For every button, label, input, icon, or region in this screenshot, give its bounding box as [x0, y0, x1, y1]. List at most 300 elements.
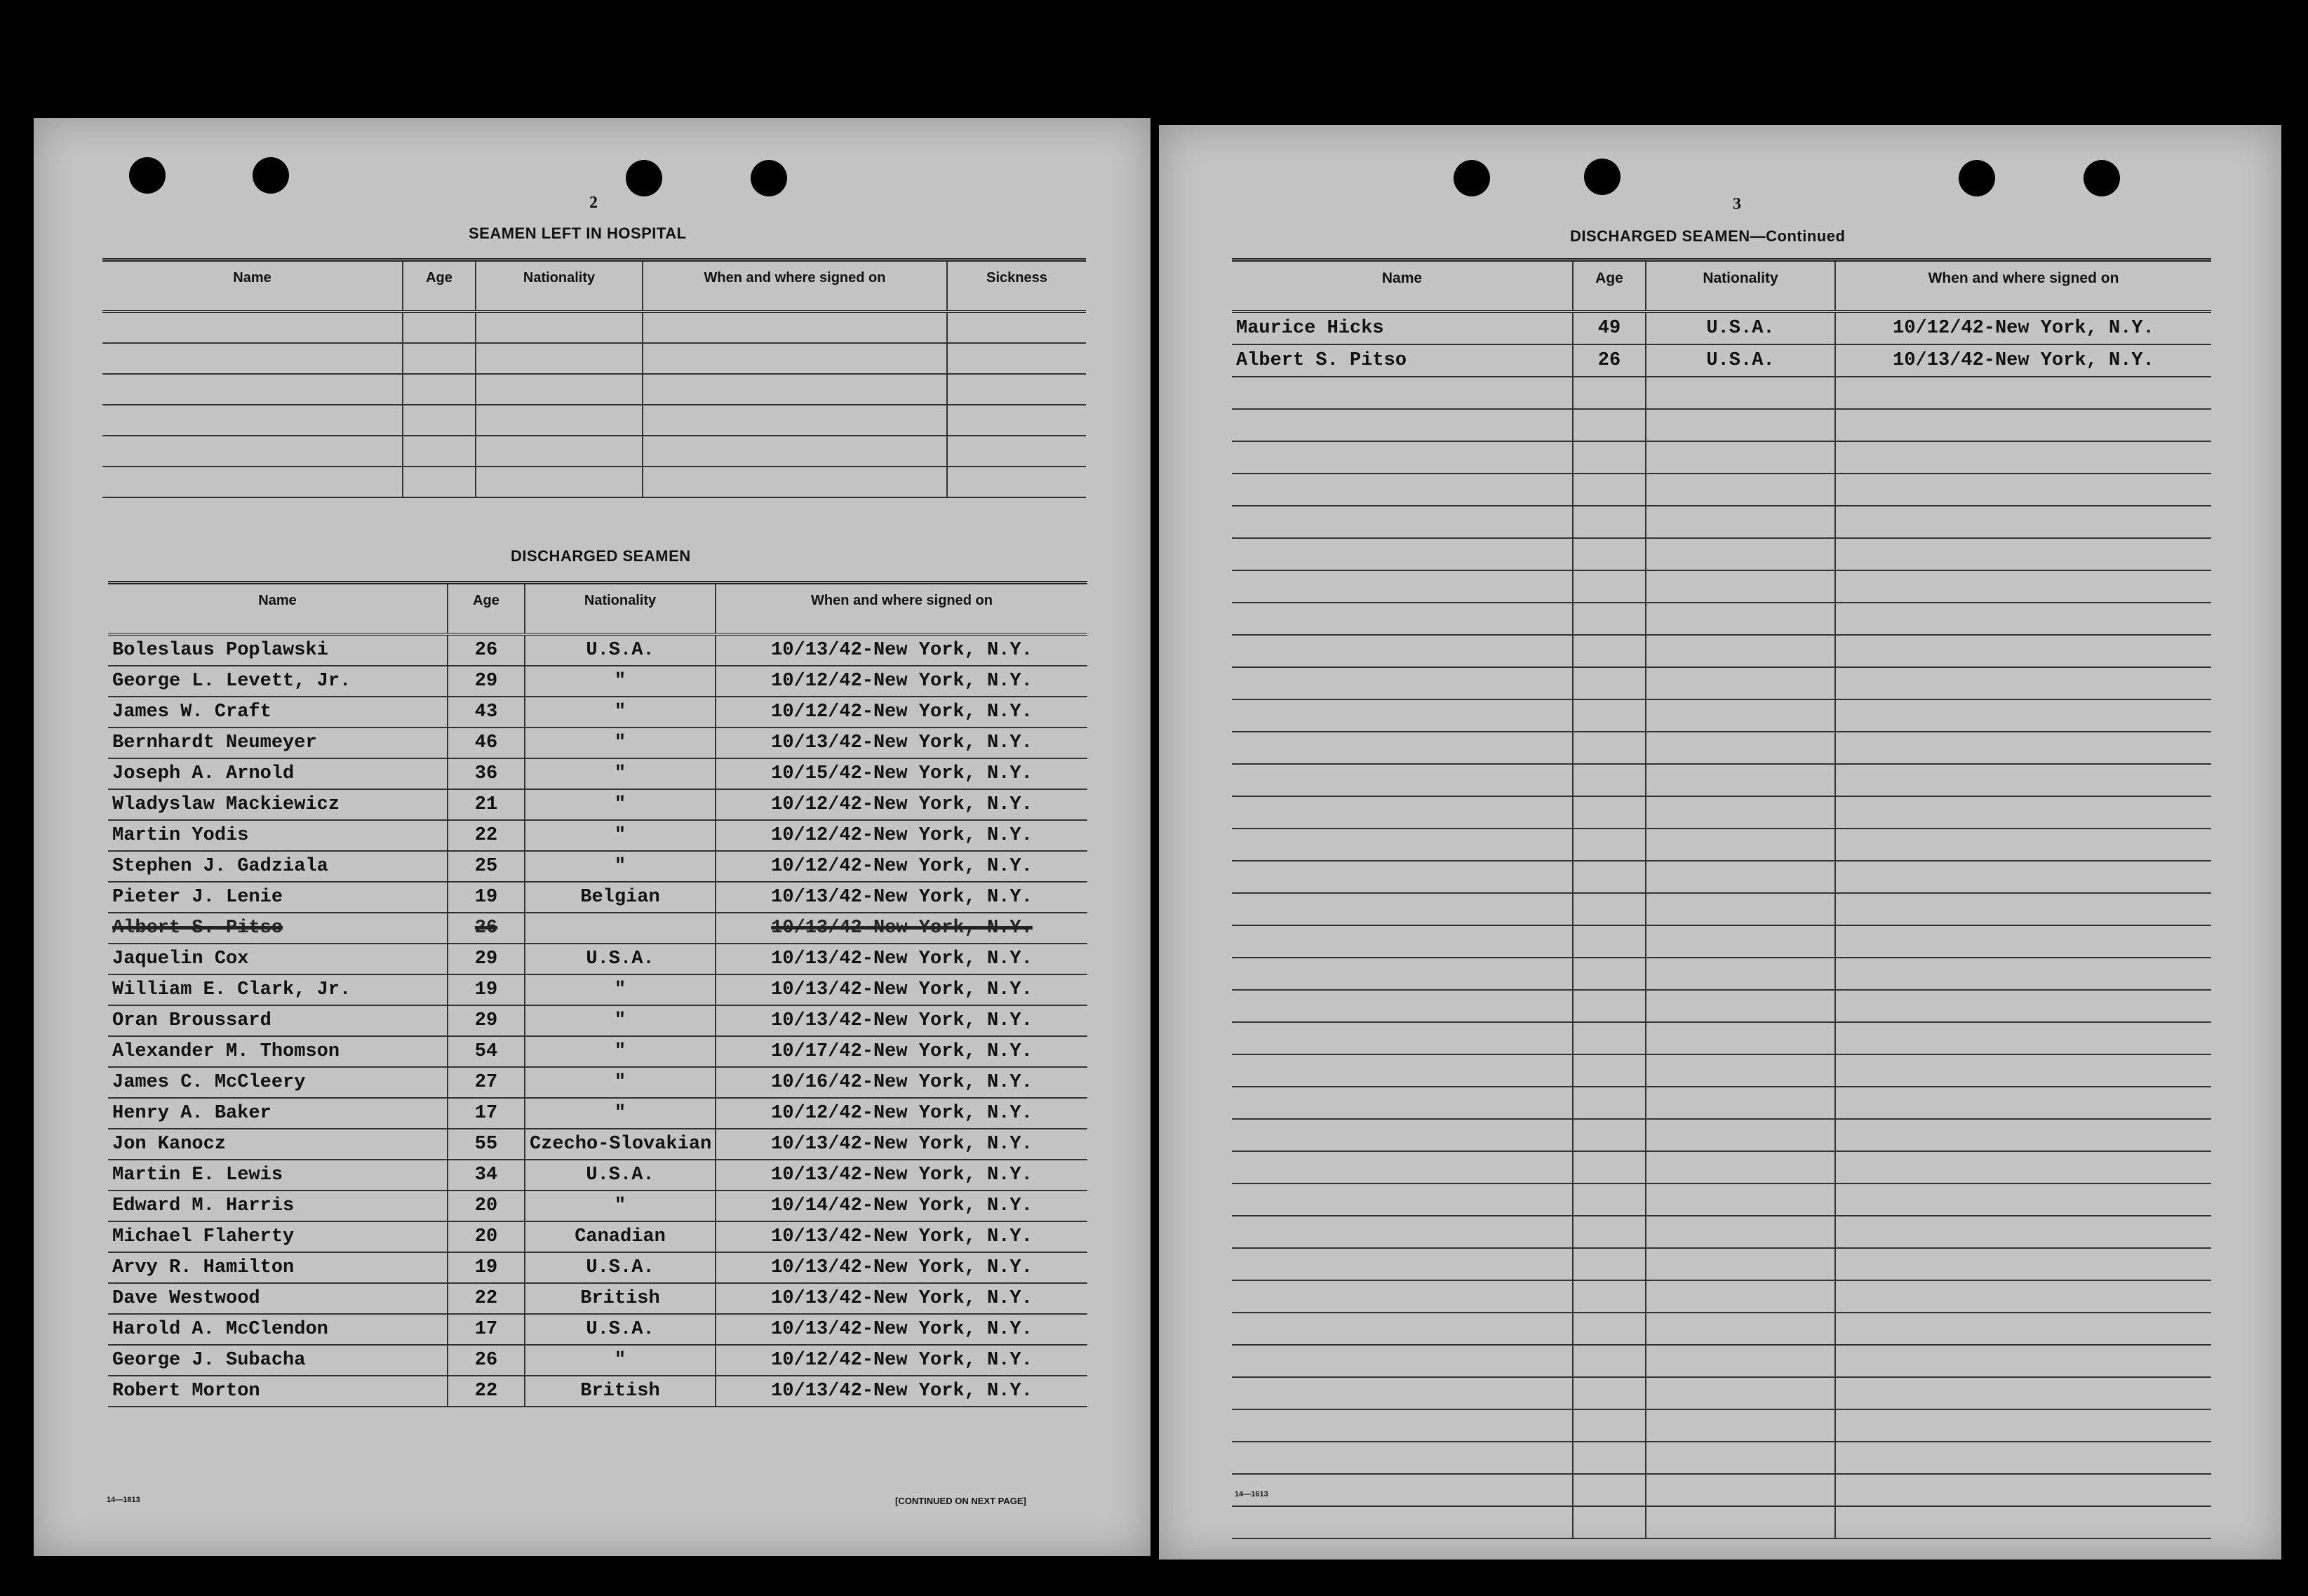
empty-cell: [1232, 1022, 1573, 1054]
empty-cell: [1835, 796, 2211, 829]
table-cell: 21: [448, 789, 525, 820]
empty-cell: [102, 343, 403, 374]
table-row: [1232, 409, 2211, 441]
empty-cell: [1573, 1022, 1646, 1054]
table-row: [102, 436, 1086, 467]
table-cell: U.S.A.: [1646, 311, 1835, 344]
table-row: [1232, 538, 2211, 570]
empty-cell: [947, 343, 1086, 374]
table-cell: Joseph A. Arnold: [108, 758, 448, 789]
empty-cell: [1646, 1474, 1835, 1506]
discharged-continued-table: [1232, 258, 2211, 1539]
table-cell: ": [525, 1005, 716, 1036]
empty-cell: [643, 467, 947, 497]
empty-cell: [1646, 1087, 1835, 1119]
table-cell: ": [525, 1191, 716, 1221]
table-cell: 22: [448, 1376, 525, 1407]
table-cell: 10/12/42-New York, N.Y.: [716, 851, 1087, 882]
empty-cell: [1646, 441, 1835, 474]
empty-cell: [1646, 603, 1835, 635]
left-page: [34, 118, 1150, 1556]
empty-cell: [1835, 409, 2211, 441]
table-cell: ": [525, 697, 716, 727]
table-cell: 10/12/42-New York, N.Y.: [1835, 311, 2211, 344]
table-row: [108, 882, 1087, 913]
table-row: [1232, 1313, 2211, 1345]
punch-hole: [626, 160, 662, 196]
empty-cell: [1646, 1377, 1835, 1409]
empty-cell: [1835, 441, 2211, 474]
table-cell: 10/13/42-New York, N.Y.: [1835, 344, 2211, 377]
table-cell: ": [525, 666, 716, 697]
empty-cell: [1573, 732, 1646, 764]
table-cell: James W. Craft: [108, 697, 448, 727]
table-row: [108, 666, 1087, 697]
table-row: [1232, 603, 2211, 635]
empty-cell: [102, 467, 403, 497]
empty-cell: [1835, 1248, 2211, 1280]
table-row: [1232, 311, 2211, 344]
empty-cell: [1835, 861, 2211, 893]
table-row: [108, 820, 1087, 851]
table-cell: 10/15/42-New York, N.Y.: [716, 758, 1087, 789]
empty-cell: [1232, 635, 1573, 667]
empty-cell: [102, 405, 403, 436]
table-cell: 10/12/42-New York, N.Y.: [716, 789, 1087, 820]
table-cell: Pieter J. Lenie: [108, 882, 448, 913]
table-row: [1232, 344, 2211, 377]
empty-cell: [1835, 1442, 2211, 1474]
empty-cell: [476, 343, 643, 374]
empty-cell: [1835, 990, 2211, 1022]
table-cell: 10/12/42-New York, N.Y.: [716, 666, 1087, 697]
table-cell: 20: [448, 1191, 525, 1221]
table-cell: William E. Clark, Jr.: [108, 974, 448, 1005]
table-cell: Stephen J. Gadziala: [108, 851, 448, 882]
table-cell: Belgian: [525, 882, 716, 913]
table-cell: 10/13/42-New York, N.Y.: [716, 1252, 1087, 1283]
empty-cell: [1232, 377, 1573, 409]
table-row: [108, 974, 1087, 1005]
table-row: [108, 944, 1087, 974]
empty-cell: [1232, 538, 1573, 570]
table-row: [108, 1252, 1087, 1283]
table-row: [108, 789, 1087, 820]
column-header: Nationality: [476, 260, 643, 312]
empty-cell: [643, 405, 947, 436]
table-cell: 10/13/42-New York, N.Y.: [716, 1005, 1087, 1036]
column-header: Age: [448, 583, 525, 635]
empty-cell: [1835, 1345, 2211, 1377]
empty-cell: [1835, 829, 2211, 861]
table-cell: Maurice Hicks: [1232, 311, 1573, 344]
table-row: [108, 1221, 1087, 1252]
empty-cell: [947, 467, 1086, 497]
table-cell: 26: [448, 1345, 525, 1376]
table-row: [108, 1005, 1087, 1036]
empty-cell: [1835, 1280, 2211, 1313]
column-header: Nationality: [525, 583, 716, 635]
table-cell: 10/12/42-New York, N.Y.: [716, 697, 1087, 727]
empty-cell: [947, 436, 1086, 467]
empty-cell: [1232, 861, 1573, 893]
table-row: [1232, 861, 2211, 893]
empty-cell: [1573, 409, 1646, 441]
table-row: [1232, 1054, 2211, 1087]
empty-cell: [643, 311, 947, 343]
page-number: 3: [1733, 195, 1741, 213]
table-cell: British: [525, 1283, 716, 1314]
table-row: [108, 1191, 1087, 1221]
empty-cell: [1232, 958, 1573, 990]
punch-hole: [751, 160, 787, 196]
table-row: [108, 697, 1087, 727]
empty-cell: [1573, 441, 1646, 474]
empty-cell: [1835, 635, 2211, 667]
empty-cell: [1646, 732, 1835, 764]
table-row: [102, 343, 1086, 374]
empty-cell: [1573, 1474, 1646, 1506]
table-row: [1232, 893, 2211, 925]
punch-hole: [253, 157, 289, 194]
empty-cell: [1835, 699, 2211, 732]
table-row: [108, 727, 1087, 758]
table-cell: ": [525, 1345, 716, 1376]
empty-cell: [1573, 377, 1646, 409]
punch-hole: [129, 157, 166, 194]
table-cell: 10/13/42-New York, N.Y.: [716, 974, 1087, 1005]
empty-cell: [1232, 1248, 1573, 1280]
hospital-table: [102, 258, 1086, 498]
table-cell: Albert S. Pitso: [1232, 344, 1573, 377]
table-cell: Robert Morton: [108, 1376, 448, 1407]
table-cell: ": [525, 1098, 716, 1129]
empty-cell: [102, 374, 403, 405]
table-cell: George J. Subacha: [108, 1345, 448, 1376]
table-cell: 55: [448, 1129, 525, 1160]
empty-cell: [1646, 538, 1835, 570]
empty-cell: [1232, 925, 1573, 958]
empty-cell: [1646, 667, 1835, 699]
table-row: [1232, 1248, 2211, 1280]
table-row: [1232, 732, 2211, 764]
empty-cell: [1835, 1313, 2211, 1345]
table-cell: Jon Kanocz: [108, 1129, 448, 1160]
table-cell: U.S.A.: [525, 1252, 716, 1283]
empty-cell: [1573, 538, 1646, 570]
table-cell: 19: [448, 1252, 525, 1283]
empty-cell: [1573, 764, 1646, 796]
table-row: [1232, 377, 2211, 409]
empty-cell: [1232, 699, 1573, 732]
table-cell: 10/13/42-New York, N.Y.: [716, 1376, 1087, 1407]
empty-cell: [1646, 635, 1835, 667]
empty-cell: [1646, 829, 1835, 861]
empty-cell: [1232, 1442, 1573, 1474]
empty-cell: [1232, 829, 1573, 861]
table-cell: 49: [1573, 311, 1646, 344]
table-cell: 10/13/42-New York, N.Y.: [716, 944, 1087, 974]
table-cell: 19: [448, 974, 525, 1005]
empty-cell: [1835, 1216, 2211, 1248]
empty-cell: [1646, 1442, 1835, 1474]
table-cell: U.S.A.: [525, 634, 716, 666]
empty-cell: [403, 343, 476, 374]
table-cell: 19: [448, 882, 525, 913]
table-cell: 29: [448, 666, 525, 697]
empty-cell: [1573, 570, 1646, 603]
table-cell: ": [525, 820, 716, 851]
empty-cell: [1232, 506, 1573, 538]
table-row: [108, 1283, 1087, 1314]
empty-cell: [1646, 1409, 1835, 1442]
table-row: [1232, 1022, 2211, 1054]
table-cell: Harold A. McClendon: [108, 1314, 448, 1345]
empty-cell: [102, 311, 403, 343]
empty-cell: [1573, 603, 1646, 635]
table-row: [1232, 796, 2211, 829]
empty-cell: [1232, 1506, 1573, 1538]
empty-cell: [1232, 1183, 1573, 1216]
table-row: [102, 467, 1086, 497]
column-header: Name: [102, 260, 403, 312]
empty-cell: [1646, 1054, 1835, 1087]
punch-hole: [1959, 160, 1995, 196]
empty-cell: [1646, 1216, 1835, 1248]
table-row: [102, 311, 1086, 343]
table-row: [1232, 1151, 2211, 1183]
table-cell: James C. McCleery: [108, 1067, 448, 1098]
table-row: [1232, 1216, 2211, 1248]
discharged-section-title: DISCHARGED SEAMEN: [511, 547, 691, 565]
empty-cell: [1835, 925, 2211, 958]
empty-cell: [1232, 1409, 1573, 1442]
table-row: [1232, 474, 2211, 506]
table-row: [1232, 635, 2211, 667]
empty-cell: [1646, 958, 1835, 990]
table-row: [1232, 958, 2211, 990]
table-cell: 10/13/42-New York, N.Y.: [716, 1283, 1087, 1314]
table-cell: ": [525, 789, 716, 820]
empty-cell: [1646, 1151, 1835, 1183]
table-cell: Albert S. Pitso: [108, 913, 448, 944]
empty-cell: [1646, 925, 1835, 958]
table-cell: 10/13/42-New York, N.Y.: [716, 1160, 1087, 1191]
table-row: [108, 913, 1087, 944]
table-row: [108, 1160, 1087, 1191]
empty-cell: [1573, 1377, 1646, 1409]
table-row: [108, 1129, 1087, 1160]
table-cell: Czecho-Slovakian: [525, 1129, 716, 1160]
column-header: Name: [1232, 260, 1573, 312]
table-cell: 10/13/42-New York, N.Y.: [716, 727, 1087, 758]
table-cell: 26: [448, 913, 525, 944]
empty-cell: [1573, 925, 1646, 958]
empty-cell: [403, 311, 476, 343]
table-row: [102, 374, 1086, 405]
empty-cell: [643, 374, 947, 405]
empty-cell: [1646, 570, 1835, 603]
table-cell: 54: [448, 1036, 525, 1067]
table-row: [1232, 1409, 2211, 1442]
column-header: When and where signed on: [1835, 260, 2211, 312]
empty-cell: [1232, 1280, 1573, 1313]
empty-cell: [403, 436, 476, 467]
table-cell: Alexander M. Thomson: [108, 1036, 448, 1067]
discharged-continued-title: DISCHARGED SEAMEN—Continued: [1570, 227, 1846, 245]
empty-cell: [1835, 1474, 2211, 1506]
empty-cell: [1232, 1216, 1573, 1248]
empty-cell: [1646, 1506, 1835, 1538]
table-cell: 10/17/42-New York, N.Y.: [716, 1036, 1087, 1067]
table-cell: Oran Broussard: [108, 1005, 448, 1036]
empty-cell: [1573, 635, 1646, 667]
empty-cell: [1573, 829, 1646, 861]
column-header: Nationality: [1646, 260, 1835, 312]
empty-cell: [1573, 1087, 1646, 1119]
table-row: [108, 1067, 1087, 1098]
table-row: [1232, 441, 2211, 474]
empty-cell: [643, 343, 947, 374]
table-row: [1232, 1280, 2211, 1313]
table-cell: 36: [448, 758, 525, 789]
table-cell: 10/13/42-New York, N.Y.: [716, 913, 1087, 944]
punch-hole: [1454, 160, 1490, 196]
empty-cell: [1646, 990, 1835, 1022]
empty-cell: [1646, 861, 1835, 893]
empty-cell: [1573, 796, 1646, 829]
table-cell: 10/13/42-New York, N.Y.: [716, 1221, 1087, 1252]
table-cell: ": [525, 974, 716, 1005]
empty-cell: [1573, 1183, 1646, 1216]
page-number: 2: [589, 194, 598, 212]
empty-cell: [1646, 1119, 1835, 1151]
table-cell: 25: [448, 851, 525, 882]
table-cell: ": [525, 851, 716, 882]
empty-cell: [1232, 474, 1573, 506]
empty-cell: [1232, 570, 1573, 603]
table-row: [1232, 1087, 2211, 1119]
empty-cell: [1835, 1506, 2211, 1538]
empty-cell: [1232, 603, 1573, 635]
empty-cell: [1573, 1506, 1646, 1538]
column-header: Age: [403, 260, 476, 312]
empty-cell: [1646, 474, 1835, 506]
empty-cell: [1573, 1345, 1646, 1377]
table-cell: U.S.A.: [525, 1314, 716, 1345]
empty-cell: [476, 311, 643, 343]
empty-cell: [1573, 699, 1646, 732]
table-cell: Wladyslaw Mackiewicz: [108, 789, 448, 820]
empty-cell: [1573, 1119, 1646, 1151]
empty-cell: [947, 374, 1086, 405]
column-header: Age: [1573, 260, 1646, 312]
table-cell: 26: [448, 634, 525, 666]
table-cell: 34: [448, 1160, 525, 1191]
table-cell: 29: [448, 1005, 525, 1036]
table-row: [1232, 1442, 2211, 1474]
table-cell: 43: [448, 697, 525, 727]
table-cell: Boleslaus Poplawski: [108, 634, 448, 666]
empty-cell: [1646, 506, 1835, 538]
empty-cell: [1835, 1377, 2211, 1409]
table-cell: Canadian: [525, 1221, 716, 1252]
empty-cell: [1835, 732, 2211, 764]
empty-cell: [1646, 764, 1835, 796]
table-cell: 10/12/42-New York, N.Y.: [716, 1098, 1087, 1129]
table-cell: Henry A. Baker: [108, 1098, 448, 1129]
right-page: [1159, 125, 2281, 1560]
table-row: [1232, 1119, 2211, 1151]
table-cell: 26: [1573, 344, 1646, 377]
table-row: [1232, 506, 2211, 538]
table-row: [108, 758, 1087, 789]
table-row: [1232, 1474, 2211, 1506]
empty-cell: [1646, 1345, 1835, 1377]
empty-cell: [1646, 1183, 1835, 1216]
empty-cell: [403, 405, 476, 436]
table-row: [1232, 829, 2211, 861]
empty-cell: [1835, 506, 2211, 538]
empty-cell: [1573, 1248, 1646, 1280]
table-cell: [525, 913, 716, 944]
discharged-table: [108, 581, 1087, 1407]
empty-cell: [1232, 796, 1573, 829]
table-cell: 10/12/42-New York, N.Y.: [716, 1345, 1087, 1376]
empty-cell: [476, 374, 643, 405]
empty-cell: [1232, 1119, 1573, 1151]
column-header: Sickness: [947, 260, 1086, 312]
table-row: [1232, 925, 2211, 958]
table-cell: 20: [448, 1221, 525, 1252]
table-cell: Michael Flaherty: [108, 1221, 448, 1252]
empty-cell: [1573, 1442, 1646, 1474]
empty-cell: [476, 436, 643, 467]
empty-cell: [1232, 893, 1573, 925]
empty-cell: [1835, 667, 2211, 699]
empty-cell: [643, 436, 947, 467]
empty-cell: [1232, 990, 1573, 1022]
empty-cell: [1646, 699, 1835, 732]
empty-cell: [1835, 1087, 2211, 1119]
table-row: [108, 851, 1087, 882]
table-cell: 10/12/42-New York, N.Y.: [716, 820, 1087, 851]
empty-cell: [1232, 1313, 1573, 1345]
empty-cell: [1232, 1474, 1573, 1506]
table-cell: Edward M. Harris: [108, 1191, 448, 1221]
table-cell: 27: [448, 1067, 525, 1098]
table-row: [108, 1376, 1087, 1407]
table-cell: Martin E. Lewis: [108, 1160, 448, 1191]
continued-note: [CONTINUED ON NEXT PAGE]: [895, 1496, 1026, 1506]
empty-cell: [1573, 990, 1646, 1022]
punch-hole: [1584, 159, 1621, 195]
empty-cell: [1835, 570, 2211, 603]
empty-cell: [403, 467, 476, 497]
table-cell: ": [525, 1067, 716, 1098]
table-cell: 17: [448, 1314, 525, 1345]
column-header: When and where signed on: [643, 260, 947, 312]
empty-cell: [947, 405, 1086, 436]
empty-cell: [1232, 667, 1573, 699]
empty-cell: [1646, 409, 1835, 441]
empty-cell: [1232, 732, 1573, 764]
empty-cell: [1835, 1054, 2211, 1087]
table-cell: 10/16/42-New York, N.Y.: [716, 1067, 1087, 1098]
table-row: [1232, 667, 2211, 699]
table-row: [108, 1345, 1087, 1376]
empty-cell: [403, 374, 476, 405]
